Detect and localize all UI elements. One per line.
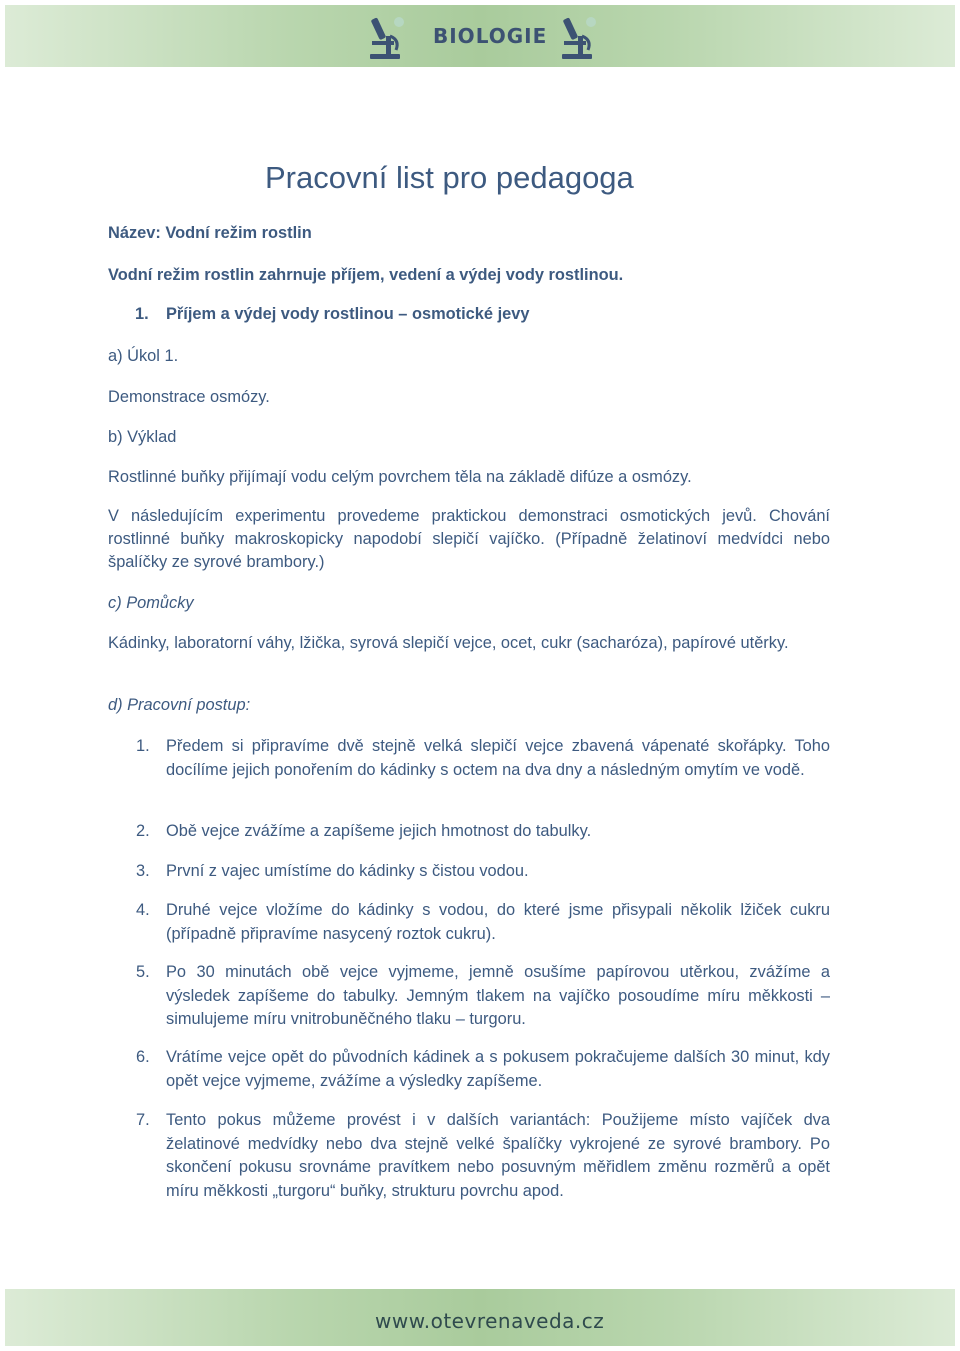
step-number: 1. bbox=[136, 737, 150, 755]
section-title: Příjem a výdej vody rostlinou – osmotické jevy bbox=[166, 305, 530, 323]
step-text: Druhé vejce vložíme do kádinky s vodou, do které jsme přisypali několik lžiček cukru (případně připravíme nasycený roztok cukru). bbox=[166, 901, 830, 943]
step-text: Vrátíme vejce opět do původních kádinek a s pokusem pokračujeme dalších 30 minut, kdy opět vejce vyjmeme, zvážíme a výsledky zapíšeme. bbox=[166, 1048, 830, 1090]
materials-heading: c) Pomůcky bbox=[108, 594, 194, 612]
intro-text: Vodní režim rostlin zahrnuje příjem, vedení a výdej vody rostlinou. bbox=[108, 266, 624, 284]
explanation-paragraph: Rostlinné buňky přijímají vodu celým povrchem těla na základě difúze a osmózy. bbox=[108, 468, 692, 486]
procedure-step bbox=[108, 899, 830, 946]
header-title: BIOLOGIE bbox=[433, 24, 548, 48]
step-text: Po 30 minutách obě vejce vyjmeme, jemně osušíme papírovou utěrkou, zvážíme a výsledek zapíšeme do tabulky. Jemným tlakem na vajíčko posoudíme míru měkkosti – simulujeme míru vnitrobuněčného tlaku – turgoru. bbox=[166, 963, 830, 1028]
page-title: Pracovní list pro pedagoga bbox=[265, 160, 634, 195]
explanation-heading: b) Výklad bbox=[108, 428, 177, 446]
step-text: Obě vejce zvážíme a zapíšeme jejich hmotnost do tabulky. bbox=[166, 822, 592, 840]
step-text: Tento pokus můžeme provést i v dalších variantách: Použijeme místo vajíček dva želatinové medvídky nebo dva stejně velké špalíčky vykrojené ze syrové brambory. Po skončení pokusu srovnáme pravítkem nebo posuvným měřidlem změnu rozměrů a opět míru měkkosti „turgoru“ buňky, strukturu povrchu apod. bbox=[166, 1111, 830, 1200]
step-number: 7. bbox=[136, 1111, 150, 1129]
procedure-heading: d) Pracovní postup: bbox=[108, 696, 251, 714]
procedure-step bbox=[108, 735, 830, 782]
procedure-step bbox=[108, 1109, 830, 1203]
step-text: První z vajec umístíme do kádinky s čistou vodou. bbox=[166, 862, 529, 880]
step-number: 4. bbox=[136, 901, 150, 919]
task-text: Demonstrace osmózy. bbox=[108, 388, 270, 406]
procedure-step bbox=[108, 860, 830, 884]
microscope-icon bbox=[558, 14, 598, 60]
microscope-icon bbox=[366, 14, 406, 60]
step-number: 3. bbox=[136, 862, 150, 880]
step-number: 6. bbox=[136, 1048, 150, 1066]
procedure-step bbox=[108, 1046, 830, 1093]
document-name: Název: Vodní režim rostlin bbox=[108, 224, 312, 242]
footer-url[interactable]: www.otevrenaveda.cz bbox=[375, 1309, 605, 1333]
section-number: 1. bbox=[135, 305, 149, 323]
procedure-step bbox=[108, 961, 830, 1032]
materials-text: Kádinky, laboratorní váhy, lžička, syrová slepičí vejce, ocet, cukr (sacharóza), papírové utěrky. bbox=[108, 634, 789, 652]
step-number: 2. bbox=[136, 822, 150, 840]
task-heading: a) Úkol 1. bbox=[108, 347, 179, 365]
step-number: 5. bbox=[136, 963, 150, 981]
step-text: Předem si připravíme dvě stejně velká slepičí vejce zbavená vápenaté skořápky. Toho docílíme jejich ponořením do kádinky s octem na dva dny a následným omytím ve vodě. bbox=[166, 737, 830, 779]
procedure-step bbox=[108, 820, 830, 844]
explanation-paragraph: V následujícím experimentu provedeme praktickou demonstraci osmotických jevů. Chování rostlinné buňky makroskopicky napodobí slepičí vajíčko. (Případně želatinoví medvídci nebo špalíčky ze syrové brambory.) bbox=[108, 507, 830, 571]
